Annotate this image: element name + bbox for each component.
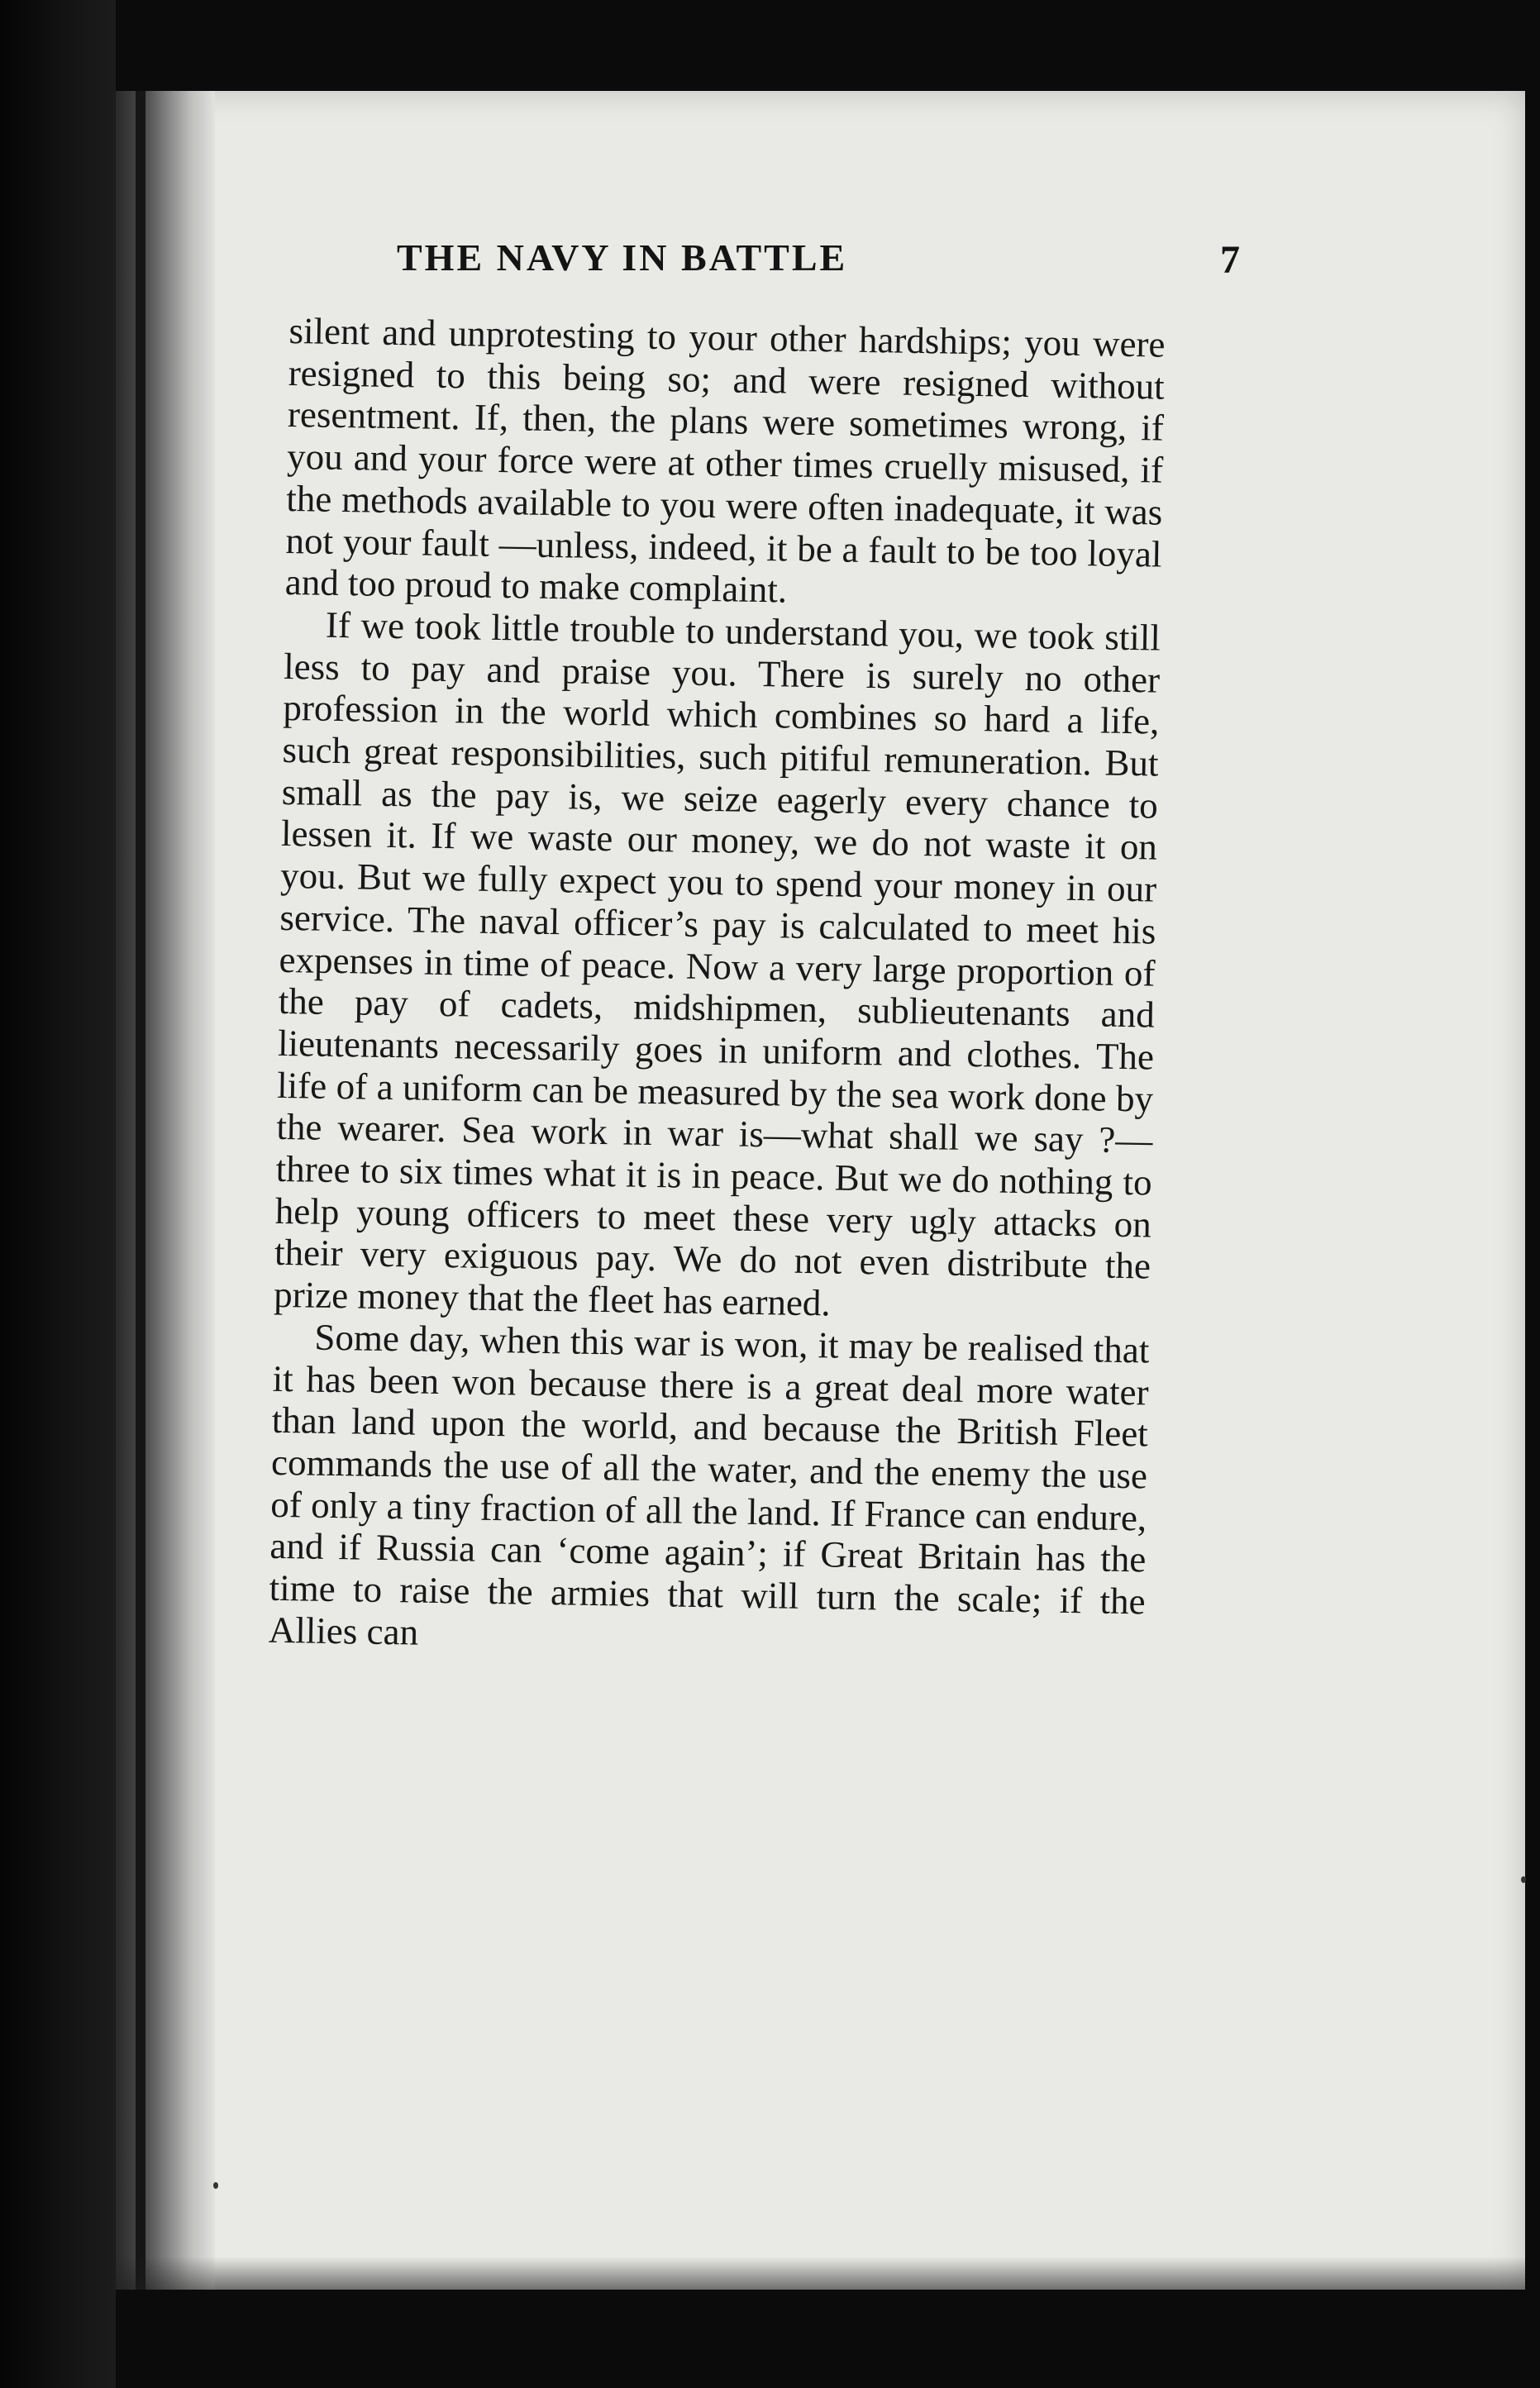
body-text bbox=[263, 310, 1166, 2009]
bottom-edge-shadow bbox=[116, 2257, 1525, 2290]
paper-speck bbox=[213, 2182, 218, 2189]
paragraph-1: silent and unprotesting to your other hardships; you were resigned to this being so; and were resigned without resentment. If, then, the plans were sometimes wrong, if you and your force were at other times cruelly misused, if the methods available to you were often inadequate, it was not your fault —unless, indeed, it be a fault to be too loyal and too proud to make complaint. bbox=[284, 310, 1166, 611]
spine-line bbox=[136, 91, 145, 2290]
page-gutter bbox=[116, 91, 215, 2290]
page-header bbox=[289, 236, 1240, 293]
page-number: 7 bbox=[1220, 238, 1240, 282]
running-title: THE NAVY IN BATTLE bbox=[397, 236, 848, 279]
paragraph-2: If we took little trouble to understand you, we took still less to pay and praise you. There is surely no other profession in the world which combines so hard a life, such great responsibilities, such pitiful remuneration. But small as the pay is, we seize eagerly every chance to lessen it. If we waste our money, we do not waste it on you. But we fully expect you to spend your money in our service. The naval officer’s pay is calculated to meet his expenses in time of peace. Now a very large proportion of the pay of cadets, midshipmen, sublieutenants and lieutenants necessarily goes in uniform and clothes. The life of a uniform can be measured by the sea work done by the wearer. Sea work in war is—what shall we say ?—three to six times what it is in peace. But we do nothing to help young officers to meet these very ugly attacks on their very exiguous pay. We do not even distribute the prize money that the fleet has earned. bbox=[273, 603, 1161, 1324]
paper-speck bbox=[1521, 1876, 1526, 1883]
paragraph-3: Some day, when this war is won, it may be realised that it has been won because there is a great deal more water than land upon the world, and because the British Fleet commands the use of all the water, and the enemy the use of only a tiny fraction of all the land. If France can endure, and if Russia can ‘come again’; if Great Britain has the time to raise the armies that will turn the scale; if the Allies can bbox=[268, 1316, 1150, 1653]
background-shadow bbox=[0, 0, 116, 2388]
